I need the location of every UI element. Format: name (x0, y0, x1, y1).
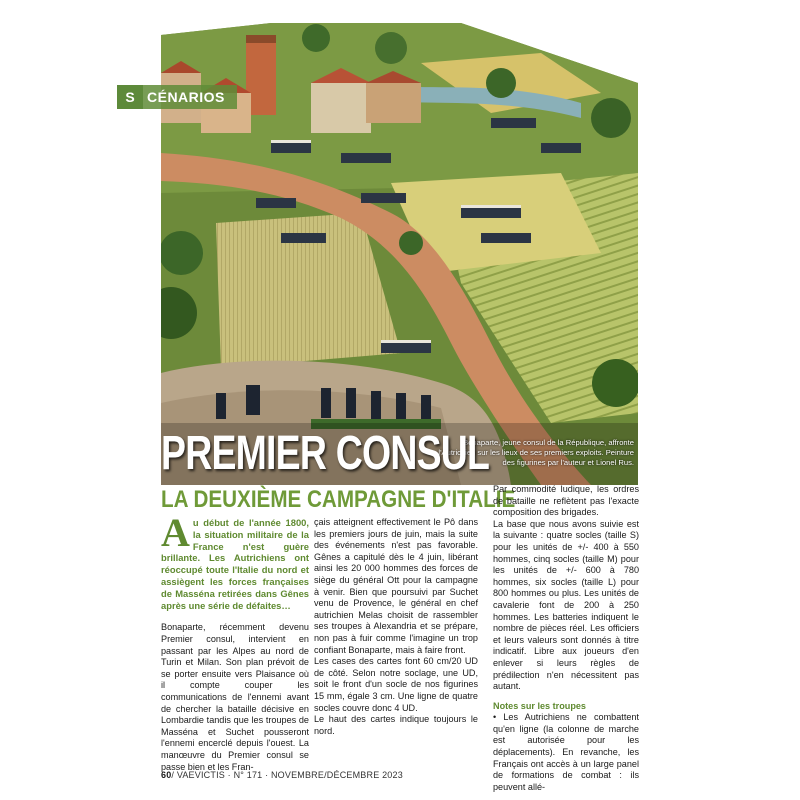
page-number: 60 (161, 770, 172, 780)
page-footer (161, 770, 403, 780)
article-title: PREMIER CONSUL (161, 427, 490, 480)
article-subtitle: LA DEUXIÈME CAMPAGNE D'ITALIE (161, 486, 516, 513)
lead-text: u début de l'année 1800, la situation militaire de la France n'est guère brillante. Les Autrichiens ont réoccupé toute l'Italie du nord et assiègent les forces françaises de Masséna retirées dans Gênes après une série de défaites… (161, 517, 309, 611)
footer-info: / VAEVICTIS · N° 171 · NOVEMBRE/DÉCEMBRE 2023 (171, 770, 403, 780)
paragraph: Par commodité ludique, les ordres de bataille ne reflètent pas l'exacte composition des brigades. (493, 484, 639, 518)
section-tag-letter: S (117, 85, 143, 109)
paragraph: Le haut des cartes indique toujours le nord. (314, 714, 478, 736)
text-column-1 (161, 510, 309, 784)
section-tag (117, 85, 237, 109)
notes-heading: Notes sur les troupes (493, 700, 586, 711)
section-tag-label: CÉNARIOS (143, 85, 237, 109)
paragraph: Les cases des cartes font 60 cm/20 UD de côté. Selon notre soclage, une UD, soit le front d'un socle de nos figurines 15 mm, égale 3 cm. Une ligne de quatre socles couvre donc 4 UD. (314, 656, 478, 713)
paragraph: La base que nous avons suivie est la suivante : quatre socles (taille S) pour les unités de +/- 400 à 550 hommes, cinq socles (taille M) pour les unités de +/- 600 à 780 hommes, six socles (taille L) pour 800 hommes ou plus. Les unités de cavalerie font de 200 à 250 hommes. Les batteries indiquent le nombre de pièces réel. Les officiers et leurs valeurs sont donnés à titre indicatif. Libre aux joueurs d'en enlever si leurs règles de prédilection n'en nécessitent pas autant. (493, 518, 639, 692)
paragraph: • Les Autrichiens ne combattent qu'en ligne (la colonne de marche est autorisée pour les déplacements). En revanche, les Français ont accès à un large panel de formations de combat : ils peuvent allé- (493, 712, 639, 792)
paragraph: çais atteignent effectivement le Pô dans les premiers jours de juin, mais la suite des événements n'est pas favorable. Gênes a capitulé dès le 4 juin, libérant ainsi les 20 000 hommes des forces de siège du général Ott pour la campagne à venir. Bien que poursuivi par Suchet venu de Provence, le général en chef autrichien Melas choisit de rassembler ses troupes à Alexandria et se prépare, non pas à fuir comme l'imagine un trop confiant Bonaparte, mais à faire front. (314, 517, 478, 655)
text-column-3 (493, 484, 639, 800)
photo-caption: Bonaparte, jeune consul de la République, affronte l'Autrichien sur les lieux de ses premiers exploits. Peinture des figurines par l'auteur et Lionel Rus. (438, 438, 634, 467)
text-column-2 (314, 517, 478, 748)
paragraph: Bonaparte, récemment devenu Premier consul, intervient en passant par les Alpes au nord de Turin et Milan. Son plan prévoit de se porter ensuite vers Plaisance où il compte couper les communications de l'ennemi avant de chercher la bataille décisive en Lombardie tandis que les troupes de Masséna et Suchet pousseront l'ennemi encerclé depuis l'ouest. La manœuvre du Premier consul se passe bien et les Fran- (161, 622, 309, 772)
drop-cap: A (161, 510, 190, 555)
lead-paragraph (161, 510, 309, 611)
